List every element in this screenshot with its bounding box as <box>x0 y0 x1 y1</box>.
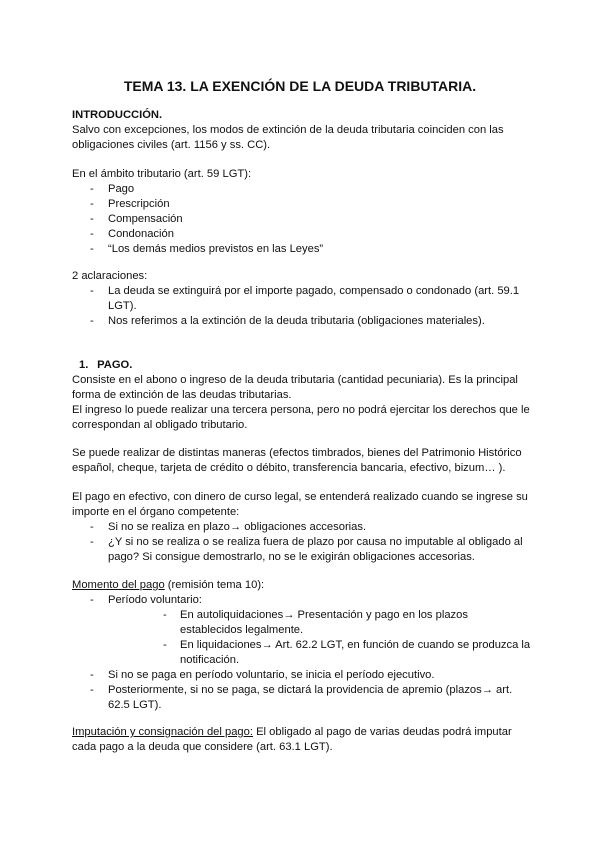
imputacion-rest: El obligado al pago de varias deudas podrá imputar cada pago a la deuda que considere (art. 63.1 LGT). <box>72 726 512 753</box>
list-item: - ¿Y si no se realiza o se realiza fuera de plazo por causa no imputable al obligado al pago? Si consigue demostrarlo, no se le exigirán obligaciones accesorias. <box>72 535 532 565</box>
list-item: - Nos referimos a la extinción de la deuda tributaria (obligaciones materiales). <box>72 314 532 329</box>
momento-list <box>72 593 532 713</box>
efectivo-section <box>72 490 532 565</box>
momento-section <box>72 578 532 713</box>
section-title: PAGO. <box>97 359 133 371</box>
list-item: - Si no se realiza en plazo→ obligaciones accesorias. <box>72 520 532 535</box>
intro-heading: INTRODUCCIÓN. <box>72 109 163 121</box>
voluntario-sublist <box>108 608 532 668</box>
aclaraciones-label: 2 aclaraciones: <box>72 270 148 282</box>
imputacion-section <box>72 725 532 755</box>
list-item: - Pago <box>72 182 532 197</box>
imputacion-paragraph <box>72 725 532 755</box>
ambito-label: En el ámbito tributario (art. 59 LGT): <box>72 168 252 180</box>
section-heading <box>72 358 532 373</box>
ambito-section <box>72 167 532 257</box>
page-title: TEMA 13. LA EXENCIÓN DE LA DEUDA TRIBUTARIA. <box>123 78 477 94</box>
pago-paragraph: Consiste en el abono o ingreso de la deuda tributaria (cantidad pecuniaria). Es la principal forma de extinción de las deudas tributarias. <box>72 374 518 401</box>
efectivo-list <box>72 520 532 565</box>
intro-section <box>72 108 532 153</box>
maneras-section <box>72 446 532 476</box>
imputacion-label: Imputación y consignación del pago: <box>72 726 253 738</box>
aclaraciones-section <box>72 269 532 329</box>
sub-list-item: - En autoliquidaciones→ Presentación y pago en los plazos establecidos legalmente. <box>108 608 532 638</box>
list-item <box>72 593 532 668</box>
list-item: - Compensación <box>72 212 532 227</box>
pago-section <box>72 358 532 433</box>
list-item: - Si no se paga en período voluntario, se inicia el período ejecutivo. <box>72 668 532 683</box>
list-item: - Condonación <box>72 227 532 242</box>
momento-rest: (remisión tema 10): <box>164 579 265 591</box>
list-item: - “Los demás medios previstos en las Leyes” <box>72 242 532 257</box>
section-number: 1. <box>79 359 89 371</box>
pago-paragraph: El ingreso lo puede realizar una tercera persona, pero no podrá ejercitar los derechos que le correspondan al obligado tributario. <box>72 404 530 431</box>
pago-paragraph: Se puede realizar de distintas maneras (efectos timbrados, bienes del Patrimonio Histórico español, cheque, tarjeta de crédito o débito, transferencia bancaria, efectivo, bizum… ). <box>72 447 522 474</box>
momento-heading <box>72 578 532 593</box>
ambito-list <box>72 182 532 257</box>
list-item: - Prescripción <box>72 197 532 212</box>
list-item: - Posteriormente, si no se paga, se dictará la providencia de apremio (plazos→ art. 62.5 LGT). <box>72 683 532 713</box>
list-item: - La deuda se extinguirá por el importe pagado, compensado o condonado (art. 59.1 LGT). <box>72 284 532 314</box>
periodo-voluntario: Período voluntario: <box>108 594 202 606</box>
pago-paragraph: El pago en efectivo, con dinero de curso legal, se entenderá realizado cuando se ingrese su importe en el órgano competente: <box>72 491 528 518</box>
momento-label: Momento del pago <box>72 579 165 591</box>
sub-list-item: - En liquidaciones→ Art. 62.2 LGT, en función de cuando se produzca la notificación. <box>108 638 532 668</box>
aclaraciones-list <box>72 284 532 329</box>
intro-text: Salvo con excepciones, los modos de extinción de la deuda tributaria coinciden con las obligaciones civiles (art. 1156 y ss. CC). <box>72 124 504 151</box>
